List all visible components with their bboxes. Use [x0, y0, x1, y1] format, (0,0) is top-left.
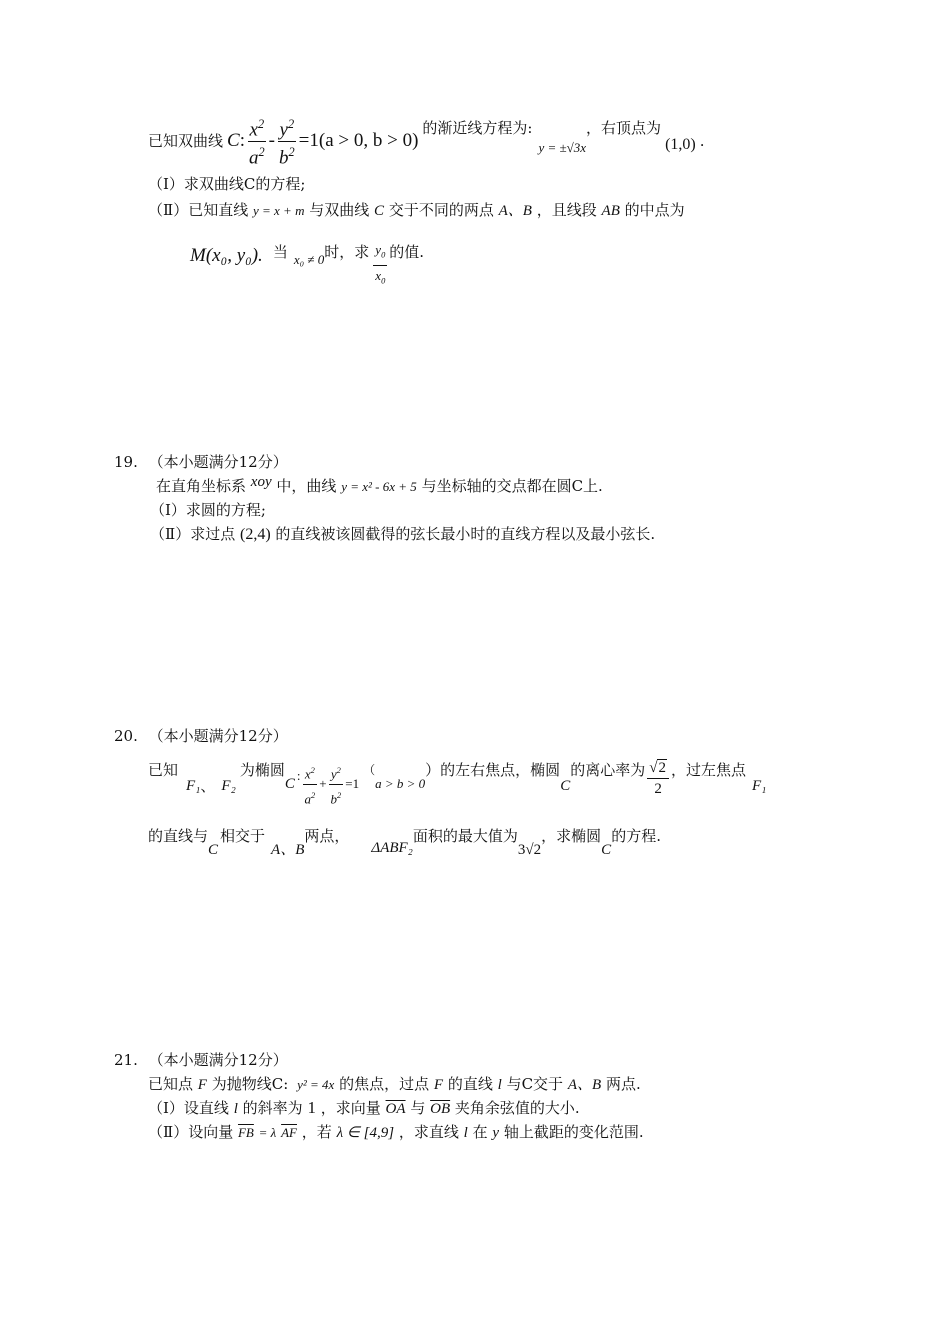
q21-number: 21. — [114, 1051, 138, 1069]
q20-c-name-3: C — [208, 842, 219, 858]
q21-score: （本小题满分12分） — [148, 1051, 288, 1069]
q18-ratio-fraction — [373, 240, 387, 290]
q21-vec-oa: $\overline{OA}$ — [385, 1101, 406, 1117]
q21-stem-e: 与C交于 — [506, 1075, 564, 1093]
q19-part1-text: （Ⅰ）求圆的方程; — [150, 501, 266, 519]
q18-curve-name: C — [227, 130, 240, 151]
q20-ecc-num: √2 — [647, 758, 669, 779]
q21-vec-fb: $\overline{FB}$ — [237, 1125, 254, 1140]
q18-part2-pts: A、B — [498, 203, 532, 219]
q18-intro-prefix: 已知双曲线 — [148, 132, 224, 150]
q18-intro-end: . — [699, 132, 705, 150]
q19-number: 19. — [114, 453, 138, 471]
q21-stem-c: 的焦点，过点 — [339, 1075, 430, 1093]
q20-a: 已知 — [148, 761, 179, 779]
q18-ratio-den: $x_0$ — [375, 267, 386, 286]
q20-eccentricity — [647, 758, 669, 799]
q20-paren-open: （ — [363, 763, 376, 777]
q18-part2-cont — [190, 240, 424, 288]
q20-frac-y — [329, 760, 344, 810]
q20-header — [114, 726, 288, 746]
q20-tri: ΔABF₂ — [371, 840, 413, 856]
q19-header — [114, 452, 288, 472]
q21-header — [114, 1050, 288, 1070]
q20-frac-y-den: $b^2$ — [330, 790, 342, 807]
q20-number: 20. — [114, 727, 138, 745]
q19-part2 — [150, 524, 655, 545]
q19-stem-a: 在直角坐标系 — [156, 477, 247, 495]
q21-l-3: l — [463, 1125, 468, 1141]
q18-part2-e: ，且线段 — [536, 201, 597, 219]
q21-pts: A、B — [567, 1077, 602, 1093]
q21-l-2: l — [233, 1101, 238, 1117]
q21-p1-b: 的斜率为 — [242, 1099, 303, 1117]
q20-g: 的直线与 — [148, 827, 209, 845]
q18-part2-h: 时，求 — [324, 243, 370, 261]
q21-p2-b: ，若 — [301, 1123, 332, 1141]
q20-maxval: 3√2 — [517, 842, 542, 858]
q21-stem-b: 为抛物线C: — [211, 1075, 289, 1093]
q18-part2-i: 的值. — [389, 243, 425, 261]
q19-curve: y = x² - 6x + 5 — [341, 479, 417, 494]
q20-plus: + — [319, 776, 327, 791]
q21-F: F — [197, 1077, 207, 1093]
q20-f1: F₁ — [186, 778, 201, 794]
q18-part2-cond: x₀ ≠ 0 — [293, 252, 325, 267]
q20-cond: a > b > 0 — [375, 776, 426, 791]
q19-stem-c: 与坐标轴的交点都在圆C上. — [421, 477, 603, 495]
q21-p1-c: ，求向量 — [320, 1099, 381, 1117]
q18-vertex: (1,0) — [665, 136, 696, 153]
q19-stem-b: 中，曲线 — [276, 477, 337, 495]
q18-intro-mid: 的渐近线方程为: — [422, 119, 533, 137]
q18-part2-d: 交于不同的两点 — [388, 201, 494, 219]
q21-slope: 1 — [307, 1098, 316, 1117]
q21-p2-d: 在 — [472, 1123, 488, 1141]
q21-stem — [148, 1074, 641, 1095]
q18-part2-line: y = x + m — [252, 203, 305, 218]
q21-stem-d: 的直线 — [447, 1075, 493, 1093]
q18-asymptote: y = ±√3x — [538, 140, 587, 155]
q21-vec-ob: $\overline{OB}$ — [430, 1101, 451, 1117]
q21-stem-f: 两点. — [605, 1075, 641, 1093]
q20-f1-b: F₁ — [751, 778, 767, 794]
q18-intro-mid2: ，右顶点为 — [586, 119, 662, 137]
q18-minus: - — [268, 130, 275, 151]
q20-i: 两点， — [304, 827, 350, 845]
q20-b: 为椭圆 — [239, 761, 285, 779]
q18-part2-c: C — [374, 203, 385, 219]
q20-frac-y-num: $y^2$ — [329, 760, 343, 785]
q19-stem-sys: xoy — [250, 474, 272, 490]
q20-d: 的左右焦点，椭圆 — [440, 761, 561, 779]
q21-p2-y: y — [492, 1125, 500, 1141]
q18-part2-f: 的中点为 — [624, 201, 685, 219]
q20-frac-x-num: $x^2$ — [303, 760, 317, 785]
q18-frac-y-den: $b^2$ — [278, 144, 295, 168]
q18-part2 — [148, 200, 685, 221]
q18-part2-g: 当 — [272, 243, 288, 261]
q20-l: 的方程. — [611, 827, 661, 845]
q20-paren-close: ） — [425, 761, 441, 779]
q18-ratio-num: $y_0$ — [373, 240, 387, 266]
q20-colon: : — [296, 768, 301, 783]
q21-p2-c: ，求直线 — [398, 1123, 459, 1141]
q18-part2-a: （Ⅱ）已知直线 — [148, 201, 249, 219]
q21-p2-a: （Ⅱ）设向量 — [148, 1123, 234, 1141]
q18-frac-x-num: $x^2$ — [248, 114, 267, 141]
q20-line1 — [148, 760, 766, 812]
q20-line2 — [148, 826, 661, 862]
q20-frac-x — [302, 760, 317, 810]
q21-stem-a: 已知点 — [148, 1075, 194, 1093]
q21-l: l — [497, 1077, 502, 1093]
q20-eq-tail: =1 — [345, 776, 360, 791]
q20-c-name-4: C — [601, 842, 612, 858]
q18-frac-x-den: $a^2$ — [248, 144, 265, 168]
q18-part2-b: 与双曲线 — [309, 201, 370, 219]
q18-colon: : — [239, 130, 245, 151]
q20-pts: A、B — [271, 842, 305, 858]
q20-f2: F₂ — [221, 778, 236, 794]
q20-sep: 、 — [200, 777, 216, 795]
q21-p1-e: 夹角余弦值的大小. — [454, 1099, 580, 1117]
q18-frac-y-num: $y^2$ — [278, 114, 297, 141]
q21-part2 — [148, 1122, 644, 1143]
q18-eq-tail: =1(a > 0, b > 0) — [298, 130, 419, 151]
q20-ecc-den: 2 — [654, 781, 662, 797]
q20-frac-x-den: $a^2$ — [304, 790, 316, 807]
q21-p2-eq: = λ — [258, 1125, 277, 1140]
q18-midpoint: M(x₀, y₀). — [190, 245, 263, 266]
q18-part1 — [148, 174, 305, 194]
q21-F-2: F — [433, 1077, 444, 1093]
q21-p2-e: 轴上截距的变化范围. — [503, 1123, 644, 1141]
q18-part1-text: （Ⅰ）求双曲线C的方程; — [148, 175, 306, 193]
q19-stem — [156, 476, 603, 497]
q21-p1-d: 与 — [410, 1099, 426, 1117]
q18-frac-y — [277, 114, 297, 168]
q19-part2-pt: (2,4) — [239, 526, 271, 543]
q21-part1 — [148, 1098, 580, 1119]
q21-p2-range: λ ∈ [4,9] — [336, 1125, 395, 1141]
q19-part2-b: 的直线被该圆截得的弦长最小时的直线方程以及最小弦长. — [275, 525, 656, 543]
q20-c-name: C — [284, 776, 295, 792]
q20-f: ，过左焦点 — [670, 761, 746, 779]
q20-j: 面积的最大值为 — [412, 827, 518, 845]
q20-k: ，求椭圆 — [541, 827, 602, 845]
q21-parab: y² = 4x — [297, 1077, 335, 1092]
q20-score: （本小题满分12分） — [148, 727, 288, 745]
q19-part2-a: （Ⅱ）求过点 — [150, 525, 236, 543]
q20-e: 的离心率为 — [570, 761, 646, 779]
q18-intro — [148, 116, 705, 166]
q18-frac-x — [247, 114, 267, 168]
q19-part1 — [150, 500, 266, 520]
q20-h: 相交于 — [220, 827, 266, 845]
q19-score: （本小题满分12分） — [148, 453, 288, 471]
q21-vec-af: $\overline{AF}$ — [281, 1125, 297, 1140]
q18-part2-seg: AB — [601, 203, 620, 219]
q21-p1-a: （Ⅰ）设直线 — [148, 1099, 229, 1117]
q20-c-name-2: C — [560, 778, 571, 794]
